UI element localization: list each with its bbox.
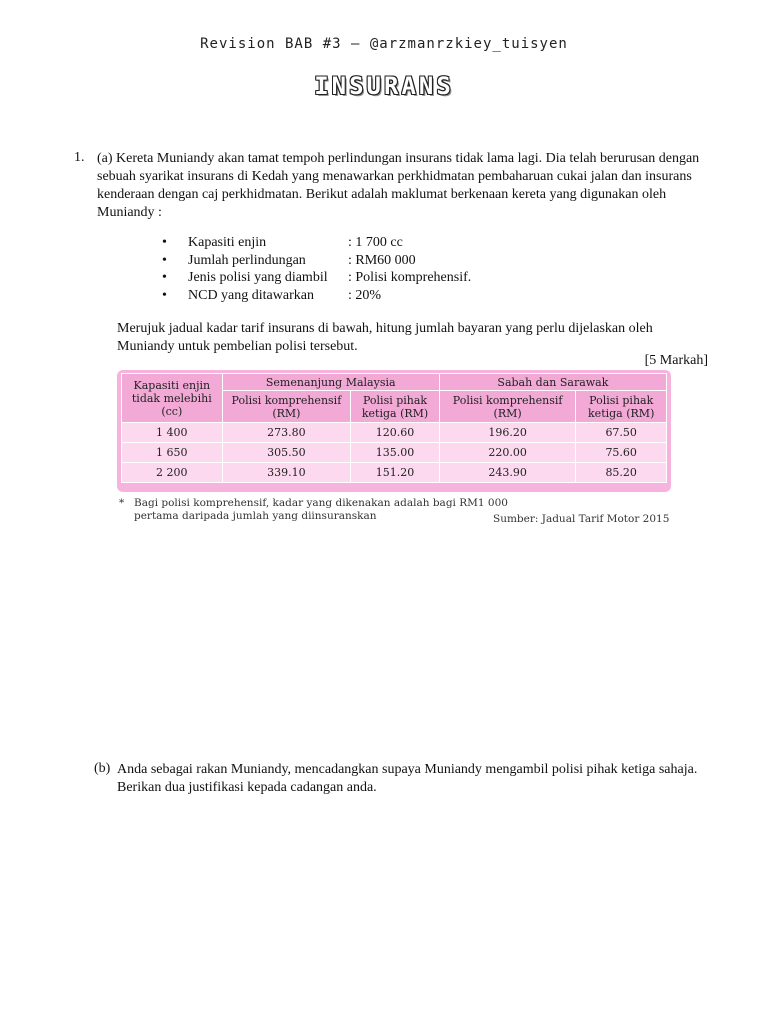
tariff-table (121, 373, 667, 483)
detail-label: Kapasiti enjin (188, 235, 267, 250)
table-subheader-third-party: Polisi pihak ketiga (RM) (351, 391, 440, 423)
footnote-star: * (119, 497, 125, 509)
question-part-a: (a) Kereta Muniandy akan tamat tempoh perlindungan insurans tidak lama lagi. Dia telah berurusan dengan sebuah syarikat insurans di Kedah yang menawarkan perkhidmatan pembaharuan cukai jalan dan insurans kenderaan dengan caj perkhidmatan. Berikut adalah maklumat berkenaan kereta yang digunakan oleh Muniandy : (97, 151, 700, 220)
table-header-capacity: Kapasiti enjin tidak melebihi (cc) (122, 374, 223, 423)
car-details-list (162, 234, 471, 304)
table-cell: 75.60 (576, 443, 667, 463)
table-cell: 305.50 (222, 443, 351, 463)
table-cell: 1 650 (122, 443, 223, 463)
list-item (162, 234, 471, 252)
detail-label: Jenis polisi yang diambil (188, 270, 328, 285)
tariff-table-box (117, 370, 671, 492)
table-header-semenanjung: Semenanjung Malaysia (222, 374, 439, 391)
table-row (122, 443, 667, 463)
list-item (162, 287, 471, 305)
page-title: INSURANS (314, 72, 454, 100)
question-instruction: Merujuk jadual kadar tarif insurans di bawah, hitung jumlah bayaran yang perlu dijelaskan oleh Muniandy untuk pembelian polisi tersebut. (117, 321, 653, 354)
table-footnote: Bagi polisi komprehensif, kadar yang dikenakan adalah bagi RM1 000 pertama daripada jumlah yang diinsuranskan (134, 497, 508, 522)
detail-value: : RM60 000 (348, 252, 416, 268)
page-header: Revision BAB #3 – @arzmanrzkiey_tuisyen (200, 36, 568, 52)
marks-label: [5 Markah] (644, 353, 708, 368)
table-cell: 243.90 (439, 463, 576, 483)
table-cell: 85.20 (576, 463, 667, 483)
table-source: Sumber: Jadual Tarif Motor 2015 (493, 513, 670, 525)
bullet-icon: • (162, 252, 167, 268)
detail-label: NCD yang ditawarkan (188, 287, 314, 303)
table-cell: 339.10 (222, 463, 351, 483)
table-row (122, 423, 667, 443)
table-subheader-third-party: Polisi pihak ketiga (RM) (576, 391, 667, 423)
bullet-icon: • (162, 235, 167, 250)
table-cell: 196.20 (439, 423, 576, 443)
table-cell: 151.20 (351, 463, 440, 483)
table-subheader-comprehensive: Polisi komprehensif (RM) (222, 391, 351, 423)
table-header-sabah-sarawak: Sabah dan Sarawak (439, 374, 666, 391)
table-cell: 2 200 (122, 463, 223, 483)
table-cell: 67.50 (576, 423, 667, 443)
bullet-icon: • (162, 287, 167, 303)
question-number: 1. (74, 150, 85, 165)
table-cell: 120.60 (351, 423, 440, 443)
table-row (122, 463, 667, 483)
detail-value: : 1 700 cc (348, 235, 403, 250)
bullet-icon: • (162, 270, 167, 285)
table-cell: 135.00 (351, 443, 440, 463)
question-part-b-label: (b) (94, 761, 111, 776)
detail-value: : 20% (348, 287, 382, 303)
detail-label: Jumlah perlindungan (188, 252, 306, 268)
question-part-b: Anda sebagai rakan Muniandy, mencadangkan supaya Muniandy mengambil polisi pihak ketiga sahaja. Berikan dua justifikasi kepada cadangan anda. (117, 762, 698, 795)
list-item (162, 252, 471, 270)
detail-value: : Polisi komprehensif. (348, 270, 472, 285)
list-item (162, 269, 471, 287)
table-cell: 273.80 (222, 423, 351, 443)
table-cell: 1 400 (122, 423, 223, 443)
table-subheader-comprehensive: Polisi komprehensif (RM) (439, 391, 576, 423)
table-cell: 220.00 (439, 443, 576, 463)
